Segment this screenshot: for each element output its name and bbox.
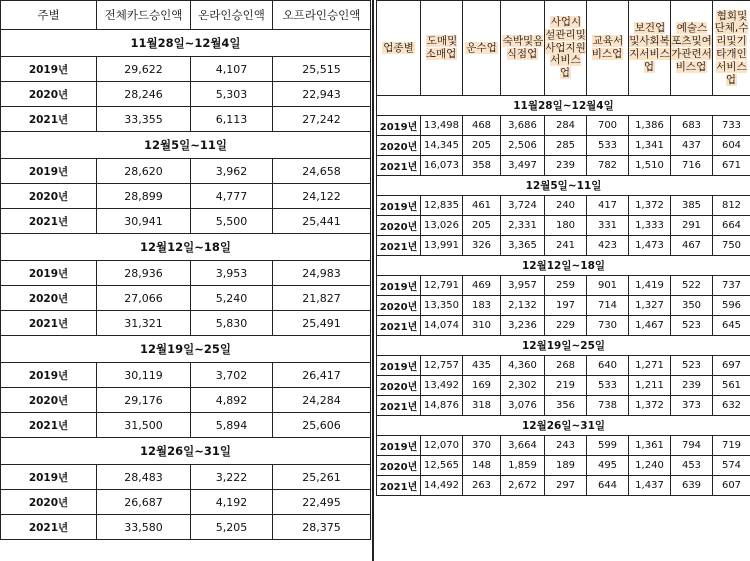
- year-cell: 2020년: [1, 490, 97, 515]
- value-cell: 632: [713, 396, 750, 416]
- value-cell: 596: [713, 296, 750, 316]
- header-facility-support: 사업시설관리및사업지원서비스업: [545, 1, 587, 96]
- value-cell: 30,941: [97, 209, 191, 234]
- table-row: [377, 216, 750, 236]
- section-row: [1, 336, 371, 363]
- section-row: [1, 438, 371, 465]
- year-cell: 2020년: [377, 216, 421, 236]
- section-row: [1, 30, 371, 57]
- table-row: [377, 136, 750, 156]
- section-row: [377, 416, 750, 436]
- value-cell: 697: [713, 356, 750, 376]
- week-range-label: 12월12일~18일: [377, 256, 750, 276]
- table-row: [377, 116, 750, 136]
- value-cell: 3,953: [191, 261, 273, 286]
- table-divider: [372, 0, 374, 561]
- value-cell: 219: [545, 376, 587, 396]
- value-cell: 22,943: [273, 82, 371, 107]
- year-cell: 2020년: [377, 456, 421, 476]
- value-cell: 716: [671, 156, 713, 176]
- year-cell: 2021년: [1, 311, 97, 336]
- table-row: [377, 356, 750, 376]
- table-row: [1, 261, 371, 286]
- value-cell: 21,827: [273, 286, 371, 311]
- section-row: [377, 256, 750, 276]
- value-cell: 640: [587, 356, 629, 376]
- weekly-card-approval-table: [0, 0, 371, 540]
- year-cell: 2019년: [377, 276, 421, 296]
- table-row: [377, 476, 750, 496]
- value-cell: 12,835: [421, 196, 463, 216]
- value-cell: 14,074: [421, 316, 463, 336]
- value-cell: 645: [713, 316, 750, 336]
- value-cell: 243: [545, 436, 587, 456]
- value-cell: 239: [545, 156, 587, 176]
- value-cell: 4,360: [501, 356, 545, 376]
- header-associations-repair: 협회및단체,수리및기타개인서비스업: [713, 1, 750, 96]
- value-cell: 13,026: [421, 216, 463, 236]
- section-row: [1, 132, 371, 159]
- week-range-label: 12월26일~31일: [377, 416, 750, 436]
- value-cell: 5,500: [191, 209, 273, 234]
- value-cell: 25,491: [273, 311, 371, 336]
- value-cell: 1,437: [629, 476, 671, 496]
- value-cell: 25,261: [273, 465, 371, 490]
- table-row: [377, 236, 750, 256]
- value-cell: 437: [671, 136, 713, 156]
- value-cell: 3,236: [501, 316, 545, 336]
- value-cell: 28,375: [273, 515, 371, 540]
- value-cell: 423: [587, 236, 629, 256]
- header-offline: 오프라인승인액: [273, 1, 371, 30]
- year-cell: 2021년: [1, 107, 97, 132]
- value-cell: 331: [587, 216, 629, 236]
- header-health-welfare: 보건업및사회복지서비스업: [629, 1, 671, 96]
- header-accommodation-food: 숙박및음식점업: [501, 1, 545, 96]
- value-cell: 6,113: [191, 107, 273, 132]
- week-range-label: 11월28일~12월4일: [1, 30, 371, 57]
- year-cell: 2019년: [1, 465, 97, 490]
- header-wholesale-retail: 도매및소매업: [421, 1, 463, 96]
- value-cell: 33,580: [97, 515, 191, 540]
- value-cell: 604: [713, 136, 750, 156]
- table-row: [1, 413, 371, 438]
- week-range-label: 11월28일~12월4일: [377, 96, 750, 116]
- value-cell: 268: [545, 356, 587, 376]
- value-cell: 385: [671, 196, 713, 216]
- year-cell: 2020년: [377, 376, 421, 396]
- value-cell: 468: [463, 116, 501, 136]
- value-cell: 4,107: [191, 57, 273, 82]
- value-cell: 522: [671, 276, 713, 296]
- value-cell: 5,303: [191, 82, 273, 107]
- value-cell: 291: [671, 216, 713, 236]
- value-cell: 1,372: [629, 196, 671, 216]
- value-cell: 183: [463, 296, 501, 316]
- value-cell: 14,876: [421, 396, 463, 416]
- value-cell: 12,565: [421, 456, 463, 476]
- value-cell: 25,441: [273, 209, 371, 234]
- value-cell: 1,372: [629, 396, 671, 416]
- table-row: [1, 490, 371, 515]
- table-row: [377, 296, 750, 316]
- header-week: 주별: [1, 1, 97, 30]
- value-cell: 24,658: [273, 159, 371, 184]
- value-cell: 1,386: [629, 116, 671, 136]
- value-cell: 738: [587, 396, 629, 416]
- value-cell: 22,495: [273, 490, 371, 515]
- value-cell: 241: [545, 236, 587, 256]
- value-cell: 259: [545, 276, 587, 296]
- value-cell: 28,483: [97, 465, 191, 490]
- year-cell: 2021년: [377, 476, 421, 496]
- value-cell: 1,361: [629, 436, 671, 456]
- value-cell: 28,899: [97, 184, 191, 209]
- value-cell: 26,687: [97, 490, 191, 515]
- value-cell: 29,622: [97, 57, 191, 82]
- value-cell: 30,119: [97, 363, 191, 388]
- value-cell: 733: [713, 116, 750, 136]
- value-cell: 205: [463, 216, 501, 236]
- value-cell: 13,991: [421, 236, 463, 256]
- value-cell: 737: [713, 276, 750, 296]
- value-cell: 533: [587, 376, 629, 396]
- value-cell: 12,757: [421, 356, 463, 376]
- year-cell: 2021년: [377, 396, 421, 416]
- value-cell: 28,620: [97, 159, 191, 184]
- value-cell: 469: [463, 276, 501, 296]
- value-cell: 24,983: [273, 261, 371, 286]
- value-cell: 750: [713, 236, 750, 256]
- value-cell: 13,492: [421, 376, 463, 396]
- value-cell: 2,302: [501, 376, 545, 396]
- year-cell: 2019년: [1, 261, 97, 286]
- value-cell: 310: [463, 316, 501, 336]
- table-row: [1, 363, 371, 388]
- value-cell: 5,830: [191, 311, 273, 336]
- value-cell: 370: [463, 436, 501, 456]
- value-cell: 1,467: [629, 316, 671, 336]
- value-cell: 373: [671, 396, 713, 416]
- value-cell: 671: [713, 156, 750, 176]
- value-cell: 12,791: [421, 276, 463, 296]
- value-cell: 350: [671, 296, 713, 316]
- value-cell: 467: [671, 236, 713, 256]
- table-row: [377, 276, 750, 296]
- value-cell: 25,606: [273, 413, 371, 438]
- value-cell: 1,271: [629, 356, 671, 376]
- value-cell: 4,777: [191, 184, 273, 209]
- year-cell: 2020년: [1, 184, 97, 209]
- table-row: [1, 159, 371, 184]
- value-cell: 574: [713, 456, 750, 476]
- value-cell: 29,176: [97, 388, 191, 413]
- year-cell: 2019년: [1, 159, 97, 184]
- table-row: [1, 107, 371, 132]
- header-arts-sports: 예술스포츠및여가관련서비스업: [671, 1, 713, 96]
- value-cell: 13,350: [421, 296, 463, 316]
- value-cell: 24,284: [273, 388, 371, 413]
- value-cell: 1,419: [629, 276, 671, 296]
- value-cell: 24,122: [273, 184, 371, 209]
- value-cell: 417: [587, 196, 629, 216]
- value-cell: 33,355: [97, 107, 191, 132]
- value-cell: 719: [713, 436, 750, 456]
- value-cell: 1,211: [629, 376, 671, 396]
- value-cell: 533: [587, 136, 629, 156]
- week-range-label: 12월12일~18일: [1, 234, 371, 261]
- value-cell: 3,664: [501, 436, 545, 456]
- value-cell: 356: [545, 396, 587, 416]
- value-cell: 607: [713, 476, 750, 496]
- year-cell: 2019년: [377, 436, 421, 456]
- value-cell: 27,242: [273, 107, 371, 132]
- value-cell: 358: [463, 156, 501, 176]
- value-cell: 2,132: [501, 296, 545, 316]
- value-cell: 1,859: [501, 456, 545, 476]
- industry-card-approval-table: [376, 0, 750, 496]
- value-cell: 901: [587, 276, 629, 296]
- section-row: [377, 176, 750, 196]
- value-cell: 3,365: [501, 236, 545, 256]
- value-cell: 3,702: [191, 363, 273, 388]
- value-cell: 782: [587, 156, 629, 176]
- section-row: [1, 234, 371, 261]
- year-cell: 2020년: [1, 388, 97, 413]
- value-cell: 3,962: [191, 159, 273, 184]
- value-cell: 812: [713, 196, 750, 216]
- value-cell: 229: [545, 316, 587, 336]
- header-transport: 운수업: [463, 1, 501, 96]
- value-cell: 3,724: [501, 196, 545, 216]
- value-cell: 5,205: [191, 515, 273, 540]
- value-cell: 664: [713, 216, 750, 236]
- value-cell: 683: [671, 116, 713, 136]
- table-row: [1, 388, 371, 413]
- value-cell: 326: [463, 236, 501, 256]
- value-cell: 1,240: [629, 456, 671, 476]
- table-row: [1, 465, 371, 490]
- value-cell: 523: [671, 316, 713, 336]
- value-cell: 3,222: [191, 465, 273, 490]
- table-row: [1, 57, 371, 82]
- value-cell: 1,327: [629, 296, 671, 316]
- table-row: [377, 456, 750, 476]
- table-row: [1, 515, 371, 540]
- year-cell: 2020년: [377, 296, 421, 316]
- value-cell: 197: [545, 296, 587, 316]
- value-cell: 523: [671, 356, 713, 376]
- value-cell: 3,686: [501, 116, 545, 136]
- year-cell: 2021년: [377, 156, 421, 176]
- value-cell: 5,240: [191, 286, 273, 311]
- table-row: [1, 311, 371, 336]
- value-cell: 239: [671, 376, 713, 396]
- value-cell: 461: [463, 196, 501, 216]
- value-cell: 730: [587, 316, 629, 336]
- table-row: [377, 316, 750, 336]
- week-range-label: 12월19일~25일: [377, 336, 750, 356]
- value-cell: 285: [545, 136, 587, 156]
- year-cell: 2019년: [1, 363, 97, 388]
- table-row: [377, 196, 750, 216]
- value-cell: 2,331: [501, 216, 545, 236]
- table-row: [1, 286, 371, 311]
- value-cell: 16,073: [421, 156, 463, 176]
- table-row: [1, 82, 371, 107]
- table-row: [377, 396, 750, 416]
- year-cell: 2019년: [1, 57, 97, 82]
- value-cell: 644: [587, 476, 629, 496]
- value-cell: 240: [545, 196, 587, 216]
- value-cell: 1,510: [629, 156, 671, 176]
- value-cell: 14,492: [421, 476, 463, 496]
- section-row: [377, 336, 750, 356]
- value-cell: 148: [463, 456, 501, 476]
- section-row: [377, 96, 750, 116]
- year-cell: 2021년: [1, 209, 97, 234]
- value-cell: 26,417: [273, 363, 371, 388]
- value-cell: 205: [463, 136, 501, 156]
- year-cell: 2019년: [377, 356, 421, 376]
- value-cell: 180: [545, 216, 587, 236]
- value-cell: 25,515: [273, 57, 371, 82]
- value-cell: 2,506: [501, 136, 545, 156]
- value-cell: 189: [545, 456, 587, 476]
- value-cell: 495: [587, 456, 629, 476]
- value-cell: 561: [713, 376, 750, 396]
- value-cell: 1,333: [629, 216, 671, 236]
- value-cell: 31,321: [97, 311, 191, 336]
- value-cell: 14,345: [421, 136, 463, 156]
- value-cell: 3,497: [501, 156, 545, 176]
- header-industry: 업종별: [377, 1, 421, 96]
- table-row: [377, 156, 750, 176]
- week-range-label: 12월26일~31일: [1, 438, 371, 465]
- value-cell: 31,500: [97, 413, 191, 438]
- year-cell: 2020년: [377, 136, 421, 156]
- year-cell: 2019년: [377, 196, 421, 216]
- value-cell: 639: [671, 476, 713, 496]
- table-row: [1, 184, 371, 209]
- value-cell: 1,473: [629, 236, 671, 256]
- value-cell: 794: [671, 436, 713, 456]
- value-cell: 714: [587, 296, 629, 316]
- value-cell: 4,892: [191, 388, 273, 413]
- week-range-label: 12월5일~11일: [377, 176, 750, 196]
- year-cell: 2021년: [377, 236, 421, 256]
- header-total-card: 전체카드승인액: [97, 1, 191, 30]
- value-cell: 13,498: [421, 116, 463, 136]
- table-row: [1, 209, 371, 234]
- value-cell: 297: [545, 476, 587, 496]
- value-cell: 435: [463, 356, 501, 376]
- header-education: 교육서비스업: [587, 1, 629, 96]
- value-cell: 28,936: [97, 261, 191, 286]
- year-cell: 2021년: [1, 413, 97, 438]
- value-cell: 284: [545, 116, 587, 136]
- value-cell: 1,341: [629, 136, 671, 156]
- week-range-label: 12월5일~11일: [1, 132, 371, 159]
- value-cell: 12,070: [421, 436, 463, 456]
- year-cell: 2019년: [377, 116, 421, 136]
- table-row: [377, 376, 750, 396]
- value-cell: 453: [671, 456, 713, 476]
- year-cell: 2021년: [1, 515, 97, 540]
- value-cell: 169: [463, 376, 501, 396]
- value-cell: 599: [587, 436, 629, 456]
- value-cell: 700: [587, 116, 629, 136]
- value-cell: 3,076: [501, 396, 545, 416]
- value-cell: 3,957: [501, 276, 545, 296]
- value-cell: 263: [463, 476, 501, 496]
- value-cell: 5,894: [191, 413, 273, 438]
- header-online: 온라인승인액: [191, 1, 273, 30]
- year-cell: 2020년: [1, 82, 97, 107]
- table-row: [377, 436, 750, 456]
- value-cell: 4,192: [191, 490, 273, 515]
- value-cell: 2,672: [501, 476, 545, 496]
- year-cell: 2021년: [377, 316, 421, 336]
- year-cell: 2020년: [1, 286, 97, 311]
- value-cell: 28,246: [97, 82, 191, 107]
- value-cell: 318: [463, 396, 501, 416]
- week-range-label: 12월19일~25일: [1, 336, 371, 363]
- value-cell: 27,066: [97, 286, 191, 311]
